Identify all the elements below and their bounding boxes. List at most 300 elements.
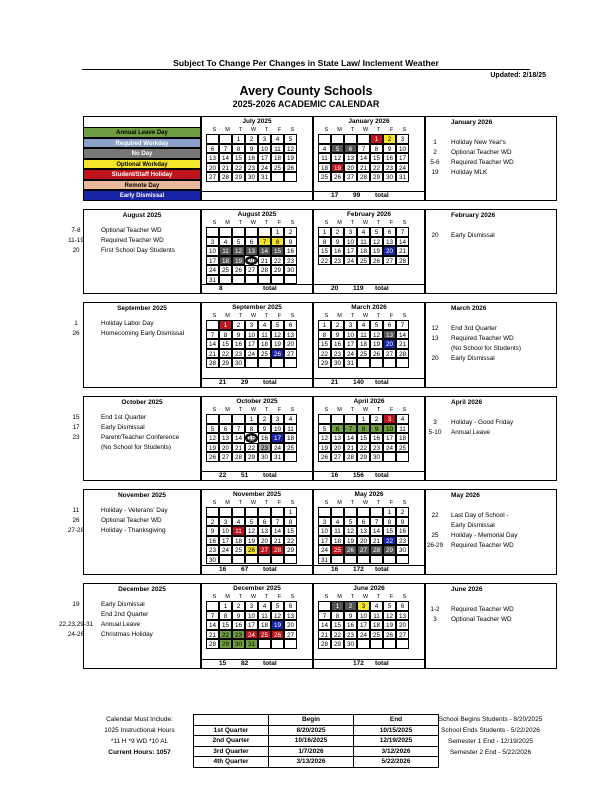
empty-cell (258, 555, 271, 565)
event-line (53, 600, 203, 610)
day-cell: 12 (206, 433, 219, 443)
empty-cell (245, 275, 258, 285)
total-label: total (375, 660, 389, 667)
weekday-label: M (225, 594, 230, 600)
day-cell: 5 (331, 144, 344, 154)
day-cell: 6 (396, 601, 409, 611)
day-cell: 20 (284, 620, 297, 630)
month-count: 16 (331, 472, 339, 479)
day-cell: 21 (370, 536, 383, 546)
day-cell: 20 (383, 339, 396, 349)
event-line (423, 418, 558, 428)
day-cell: 16 (331, 339, 344, 349)
total-label: total (375, 566, 389, 573)
day-cell: 31 (206, 275, 219, 285)
day-cell: 15 (271, 246, 284, 256)
day-cell: 9 (331, 237, 344, 247)
day-cell: 7 (357, 144, 370, 154)
weekday-label: F (277, 220, 282, 226)
weekday-label: S (402, 220, 407, 226)
event-text: End 1st Quarter (101, 414, 147, 421)
day-cell: 13 (383, 237, 396, 247)
day-cell: 4 (331, 517, 344, 527)
left-month-title: December 2025 (118, 586, 166, 593)
event-date: 25 (431, 532, 439, 539)
weekday-label: W (250, 313, 257, 319)
day-cell: 27 (284, 630, 297, 640)
day-cell: 13 (284, 611, 297, 621)
legend-item: Early Dismissal (83, 190, 201, 201)
quarter-name: 2nd Quarter (194, 736, 269, 747)
month-grid (318, 320, 409, 368)
event-date: 24-26 (67, 631, 85, 638)
month-title: July 2025 (242, 118, 272, 125)
weekday-label: F (389, 500, 394, 506)
day-cell: 10 (383, 424, 396, 434)
day-cell: 12 (344, 526, 357, 536)
day-cell: 12 (232, 246, 245, 256)
day-cell: 15 (370, 153, 383, 163)
day-cell: 27 (383, 256, 396, 266)
day-cell: 2 (232, 320, 245, 330)
day-cell: 16 (370, 433, 383, 443)
event-line (423, 541, 558, 551)
running-total: 99 (353, 192, 361, 199)
day-cell: 1 (219, 601, 232, 611)
event-date: 27-28 (67, 527, 85, 534)
event-text: Last Day of School - (451, 512, 509, 519)
event-text: Holiday MLK (451, 169, 488, 176)
day-cell: 29 (331, 639, 344, 649)
day-cell: 16 (232, 339, 245, 349)
empty-cell (357, 555, 370, 565)
day-cell: 25 (258, 630, 271, 640)
day-cell: 29 (370, 172, 383, 182)
event-text: Annual Leave (451, 429, 491, 436)
day-cell: 4 (396, 414, 409, 424)
weekday-label: S (402, 594, 407, 600)
day-cell: 7 (232, 424, 245, 434)
total-rule (201, 471, 313, 472)
day-cell: 8 (219, 611, 232, 621)
day-cell: 18 (357, 246, 370, 256)
weekday-label: S (290, 407, 295, 413)
event-line (423, 511, 558, 521)
day-cell: 30 (232, 358, 245, 368)
day-cell: 24 (318, 545, 331, 555)
month-grid (318, 601, 409, 649)
weekday-label: T (376, 220, 381, 226)
day-cell: 31 (245, 639, 258, 649)
day-cell: 27 (206, 172, 219, 182)
total-label: total (263, 566, 277, 573)
day-cell: 15 (284, 526, 297, 536)
weekday-label: M (225, 500, 230, 506)
weekday-label: S (212, 313, 217, 319)
day-cell: 30 (396, 545, 409, 555)
total-label: total (263, 285, 277, 292)
day-cell: 11 (318, 153, 331, 163)
empty-cell (331, 555, 344, 565)
total-label: total (375, 285, 389, 292)
weekday-label: F (389, 127, 394, 133)
day-cell: 28 (396, 256, 409, 266)
day-cell: 12 (318, 433, 331, 443)
day-cell: 14 (370, 526, 383, 536)
event-text: Holiday - Good Friday (451, 419, 514, 426)
day-cell: 8 (318, 330, 331, 340)
day-cell: 11 (284, 424, 297, 434)
event-date: 23 (72, 434, 80, 441)
day-cell: 4 (370, 601, 383, 611)
quarter-header: Begin (269, 715, 354, 726)
total-rule (313, 378, 425, 379)
weekday-label: T (264, 220, 269, 226)
day-cell: 17 (258, 153, 271, 163)
day-cell: 1 (357, 414, 370, 424)
empty-cell (396, 555, 409, 565)
day-cell: 28 (344, 452, 357, 462)
day-cell: 26 (271, 349, 284, 359)
event-text: Parent/Teacher Conference (101, 434, 180, 441)
empty-cell (245, 555, 258, 565)
day-cell: 12 (271, 611, 284, 621)
day-cell: 21 (232, 443, 245, 453)
event-text: Early Dismissal (101, 424, 145, 431)
quarter-end: 3/12/2026 (354, 746, 439, 757)
event-text: Christmas Holiday (101, 631, 153, 638)
event-line (53, 319, 203, 329)
header-rule (82, 69, 530, 70)
right-month-title: February 2026 (451, 212, 496, 219)
day-cell: 20 (331, 443, 344, 453)
day-cell: 22 (370, 163, 383, 173)
day-cell: 8 (331, 611, 344, 621)
empty-cell (258, 358, 271, 368)
month-title: April 2026 (353, 398, 385, 405)
day-cell: 23 (284, 256, 297, 266)
month-grid (318, 227, 409, 265)
day-cell: 5 (232, 237, 245, 247)
weekday-label: M (337, 313, 342, 319)
event-text: Holiday - Thanksgiving (101, 527, 166, 534)
weekday-label: F (389, 594, 394, 600)
day-cell: 29 (232, 172, 245, 182)
weekday-label: M (337, 127, 342, 133)
weekday-label: S (324, 313, 329, 319)
day-cell: 3 (206, 237, 219, 247)
day-cell: 1 (318, 227, 331, 237)
day-cell: 3 (318, 517, 331, 527)
day-cell: 9 (206, 526, 219, 536)
weekday-label: T (376, 594, 381, 600)
empty-cell (318, 601, 331, 611)
day-cell: 20 (396, 620, 409, 630)
weekday-label: T (376, 500, 381, 506)
total-rule (201, 284, 313, 285)
day-cell: 6 (383, 320, 396, 330)
day-cell: 1 (245, 414, 258, 424)
requirements-line: Calendar Must Include: (106, 716, 173, 723)
legend-item: No Day (83, 148, 201, 159)
change-notice: Subject To Change Per Changes in State Law/ Inclement Weather (173, 58, 439, 68)
day-cell: 27 (357, 545, 370, 555)
total-rule (201, 565, 313, 566)
empty-cell (383, 452, 396, 462)
day-cell: 9 (232, 330, 245, 340)
day-cell: 5 (284, 134, 297, 144)
right-month-title: April 2026 (451, 399, 483, 406)
day-cell: 3 (344, 320, 357, 330)
day-cell: 17 (344, 246, 357, 256)
left-month-title: August 2025 (122, 212, 162, 219)
day-cell: 29 (383, 545, 396, 555)
day-cell: 14 (271, 526, 284, 536)
event-text: Annual Leave (101, 621, 141, 628)
month-grid (206, 414, 297, 462)
day-cell: 25 (357, 256, 370, 266)
total-label: total (375, 192, 389, 199)
month-count: 8 (219, 285, 223, 292)
day-cell: 26 (206, 452, 219, 462)
empty-cell (219, 134, 232, 144)
school-name: Avery County Schools (239, 84, 373, 98)
day-cell: 30 (232, 639, 245, 649)
event-date: 20 (431, 232, 439, 239)
day-cell: 26 (370, 256, 383, 266)
event-line (53, 226, 203, 236)
weekday-label: S (324, 407, 329, 413)
weekday-label: S (324, 500, 329, 506)
empty-cell (271, 172, 284, 182)
event-text: Early Dismissal (101, 601, 145, 608)
day-cell: 24 (245, 630, 258, 640)
day-cell: 17 (245, 339, 258, 349)
weekday-label: W (250, 127, 257, 133)
event-line (53, 620, 203, 630)
total-rule (313, 471, 425, 472)
day-cell: 25 (396, 443, 409, 453)
day-cell: 19 (370, 246, 383, 256)
day-cell: 24 (396, 163, 409, 173)
running-total: 156 (353, 472, 364, 479)
day-cell: 31 (271, 452, 284, 462)
weekday-label: T (264, 407, 269, 413)
running-total: 140 (353, 379, 364, 386)
day-cell: 26 (318, 452, 331, 462)
day-cell: 15 (219, 620, 232, 630)
event-date: 26-29 (426, 542, 444, 549)
day-cell: 18 (258, 339, 271, 349)
event-text: First School Day Students (101, 247, 175, 254)
event-date: 5-6 (430, 159, 440, 166)
month-count: 21 (219, 379, 227, 386)
day-cell: 13 (383, 330, 396, 340)
day-cell: 11 (396, 424, 409, 434)
running-total: 172 (353, 660, 364, 667)
day-cell: 2 (245, 134, 258, 144)
day-cell: 19 (284, 153, 297, 163)
day-cell: 10 (206, 246, 219, 256)
day-cell: 25 (370, 630, 383, 640)
day-cell: 1 (383, 507, 396, 517)
event-text: Required Teacher WD (101, 237, 164, 244)
day-cell: 2 (258, 414, 271, 424)
day-cell: 7 (258, 237, 271, 247)
day-cell: 12 (370, 237, 383, 247)
day-cell: 21 (271, 536, 284, 546)
day-cell: 10 (318, 526, 331, 536)
empty-cell (284, 639, 297, 649)
day-cell: 23 (258, 443, 271, 453)
day-cell: 7 (206, 611, 219, 621)
event-line (423, 168, 558, 178)
day-cell: 4 (318, 144, 331, 154)
event-text: Holiday - Veterans' Day (101, 507, 168, 514)
event-line (53, 526, 203, 536)
weekday-label: T (264, 500, 269, 506)
weekday-label: S (402, 313, 407, 319)
day-cell: 25 (331, 545, 344, 555)
event-line (53, 329, 203, 339)
day-cell: 1 (370, 134, 383, 144)
month-count: 17 (331, 192, 339, 199)
day-cell: 16 (245, 153, 258, 163)
month-count: 16 (219, 566, 227, 573)
day-cell: 27 (258, 545, 271, 555)
day-cell: 6 (357, 517, 370, 527)
day-cell: 24 (245, 349, 258, 359)
day-cell: 31 (396, 172, 409, 182)
day-cell: 9 (245, 144, 258, 154)
legend-item: Remote Day (83, 180, 201, 191)
month-title: November 2025 (232, 491, 282, 498)
day-cell: 7 (344, 424, 357, 434)
day-cell: 19 (370, 339, 383, 349)
day-cell: 23 (383, 163, 396, 173)
weekday-label: S (290, 127, 295, 133)
event-date: 26 (72, 517, 80, 524)
day-cell: 25 (219, 265, 232, 275)
day-cell: 3 (383, 414, 396, 424)
event-line (423, 615, 558, 625)
weekday-label: T (350, 407, 355, 413)
day-cell: 7 (318, 611, 331, 621)
month-title: August 2025 (237, 211, 277, 218)
day-cell: 21 (396, 246, 409, 256)
day-cell: 10 (271, 424, 284, 434)
empty-cell (383, 358, 396, 368)
day-cell: 23 (344, 630, 357, 640)
day-cell: 14 (344, 433, 357, 443)
event-date: 15 (72, 414, 80, 421)
day-cell: 16 (232, 620, 245, 630)
event-date: 3 (433, 616, 437, 623)
weekday-label: T (238, 500, 243, 506)
legend (83, 127, 201, 201)
calendar-cell (425, 209, 557, 294)
event-text: (No School for Students) (101, 444, 171, 451)
empty-cell (383, 639, 396, 649)
day-cell: 14 (396, 237, 409, 247)
day-cell: 11 (370, 611, 383, 621)
day-cell: 20 (357, 536, 370, 546)
empty-cell (396, 358, 409, 368)
day-cell: 26 (370, 349, 383, 359)
day-cell: 22 (284, 536, 297, 546)
quarter-header: End (354, 715, 439, 726)
event-line (423, 158, 558, 168)
day-cell: 14 (396, 330, 409, 340)
day-cell: 9 (383, 144, 396, 154)
day-cell: 6 (258, 517, 271, 527)
day-cell: 15 (357, 433, 370, 443)
event-text: Required Teacher WD (451, 606, 514, 613)
day-cell: 30 (245, 172, 258, 182)
month-count: 15 (219, 660, 227, 667)
event-text: Holiday - Memorial Day (451, 532, 518, 539)
day-cell: 26 (383, 630, 396, 640)
day-cell: 5 (370, 320, 383, 330)
day-cell: 29 (284, 545, 297, 555)
day-cell: 5 (344, 517, 357, 527)
day-cell: 2 (206, 517, 219, 527)
day-cell: 7 (396, 320, 409, 330)
day-cell: 8 (370, 144, 383, 154)
day-cell: 21 (396, 339, 409, 349)
event-text: Holiday New Year's (451, 139, 506, 146)
day-cell: 13 (331, 433, 344, 443)
day-cell: 15 (383, 526, 396, 536)
event-line (423, 148, 558, 158)
empty-cell (271, 555, 284, 565)
day-cell: 21 (206, 349, 219, 359)
month-count: 16 (331, 566, 339, 573)
event-date: 19 (431, 169, 439, 176)
weekday-label: M (225, 127, 230, 133)
day-cell: 15 (232, 153, 245, 163)
day-cell: 12 (245, 526, 258, 536)
empty-cell (344, 555, 357, 565)
empty-cell (206, 227, 219, 237)
day-cell: 31 (318, 555, 331, 565)
day-cell: 1 (271, 227, 284, 237)
empty-cell (357, 134, 370, 144)
day-cell: 7 (370, 517, 383, 527)
day-cell: 24 (258, 163, 271, 173)
day-cell: 10 (258, 144, 271, 154)
day-cell: 18 (357, 339, 370, 349)
event-date: 22,23,29-31 (58, 621, 94, 628)
day-cell: 21 (357, 163, 370, 173)
day-cell: 11 (357, 330, 370, 340)
day-cell: 16 (331, 246, 344, 256)
month-grid (318, 507, 409, 564)
updated-date: Updated: 2/18/25 (490, 72, 546, 79)
day-cell: 22 (245, 443, 258, 453)
weekday-label: F (389, 220, 394, 226)
day-cell: 13 (357, 526, 370, 536)
weekday-label: W (250, 594, 257, 600)
weekday-label: T (264, 594, 269, 600)
running-total: 172 (353, 566, 364, 573)
day-cell: 20 (284, 339, 297, 349)
event-text: Optional Teacher WD (451, 616, 512, 623)
total-rule (313, 191, 425, 192)
weekday-label: W (362, 127, 369, 133)
right-month-title: January 2026 (451, 119, 493, 126)
day-cell: 18 (219, 256, 232, 266)
